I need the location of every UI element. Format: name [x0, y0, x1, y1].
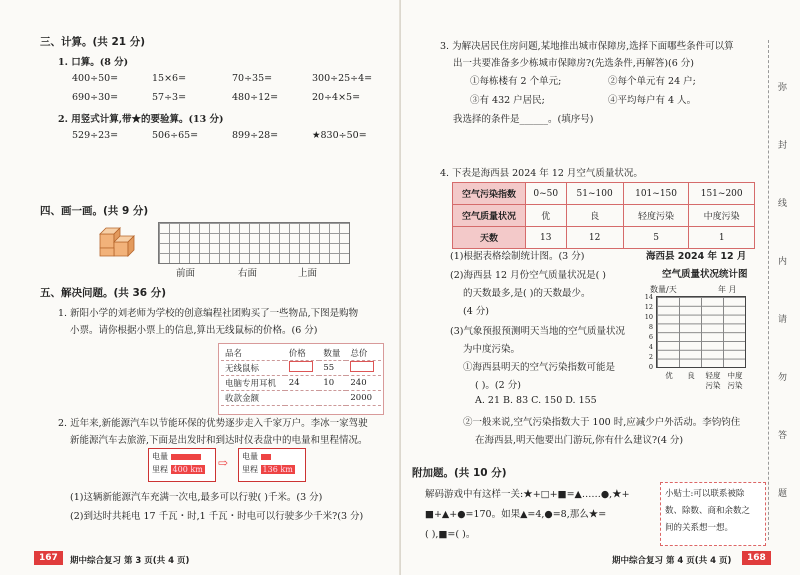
chart-xtick-label: 良: [687, 371, 695, 380]
chart-ytick-label: 12: [644, 303, 653, 311]
problem-4-q3d1: ②一般来说,空气污染指数大于 100 时,应减少户外活动。李钧钧住: [463, 417, 741, 428]
tip-line: 间的关系想一想。: [665, 523, 734, 533]
chart-xtick-label: 优: [665, 371, 673, 380]
page-gutter: [399, 0, 401, 575]
tip-line: 数、除数、商和余数之: [665, 506, 751, 516]
problem-4-q2b: 的天数最多,是( )的天数最少。: [463, 288, 591, 299]
receipt-row: [221, 361, 381, 376]
tip-line: 小贴士:可以联系被除: [665, 489, 745, 499]
drawing-grid[interactable]: [158, 222, 350, 264]
oral-item: 300÷25÷4=: [312, 73, 373, 84]
power-label: 电量: [242, 452, 258, 461]
chart-ytick-label: 2: [648, 353, 653, 361]
range-label: 里程: [242, 465, 258, 474]
seal-char: 请: [778, 315, 788, 325]
view-label-top: 上面: [298, 268, 318, 279]
bonus-title: 附加题。(共 10 分): [412, 467, 507, 479]
problem-1-line2: 小票。请你根据小票上的信息,算出无线鼠标的价格。(6 分): [70, 325, 318, 336]
problem-4-q3a: (3)气象预报预测明天当地的空气质量状况: [450, 326, 625, 337]
chart-xtick-label: 轻度污染: [705, 371, 721, 390]
receipt-row: [221, 376, 381, 391]
vertical-item: 899÷28=: [232, 130, 279, 141]
receipt-col-qty: 数量: [319, 346, 346, 361]
aq-cell: 1: [689, 227, 755, 249]
condition-1[interactable]: ①每栋楼有 2 个单元;: [470, 76, 562, 87]
arrow-icon: ⇨: [218, 456, 229, 470]
vertical-item: 529÷23=: [72, 130, 119, 141]
problem-4-q3b: 为中度污染。: [463, 344, 521, 355]
oral-item: 690÷30=: [72, 92, 119, 103]
problem-2-line1: 2. 近年来,新能源汽车以节能环保的优势逐步走入千家万户。李冰一家驾驶: [58, 418, 368, 429]
section-5-title: 五、解决问题。(共 36 分): [40, 287, 167, 299]
chart-ytick-label: 10: [644, 313, 653, 321]
oral-calc-grid: [72, 73, 392, 111]
aq-cell: 13: [526, 227, 567, 249]
aq-cell: 12: [566, 227, 623, 249]
chart-ylabel: 数量/天: [650, 285, 677, 294]
chart-ytick-label: 6: [648, 333, 653, 341]
section-3-title: 三、计算。(共 21 分): [40, 36, 146, 48]
seal-line: [768, 40, 769, 540]
chart-ytick-label: 8: [648, 323, 653, 331]
receipt-col-total: 总价: [346, 346, 381, 361]
aq-cell: 轻度污染: [623, 205, 689, 227]
aq-row: [453, 227, 755, 249]
chart-yaxis: [643, 293, 653, 371]
bonus-line3: ( ),■=( )。: [425, 529, 476, 540]
receipt-cell: 55: [319, 361, 346, 376]
footer-right: 期中综合复习 第 4 页(共 4 页): [612, 556, 732, 566]
receipt-row: [221, 391, 381, 406]
condition-3[interactable]: ③有 432 户居民;: [470, 95, 545, 106]
aq-header: 空气质量状况: [453, 205, 526, 227]
chart-ytick-label: 0: [648, 363, 653, 371]
problem-4-intro: 4. 下表是海西县 2024 年 12 月空气质量状况。: [440, 168, 643, 179]
chart-title-line1: 海西县 2024 年 12 月: [646, 251, 747, 262]
receipt-cell: [319, 391, 346, 406]
problem-2-q1: (1)这辆新能源汽车充满一次电,最多可以行驶( )千米。(3 分): [70, 492, 323, 503]
chart-ytick-label: 14: [644, 293, 653, 301]
problem-3-line2: 出一共要准备多少栋城市保障房?(先选条件,再解答)(6 分): [453, 58, 695, 69]
seal-char: 答: [778, 431, 788, 441]
oral-item: 400÷50=: [72, 73, 119, 84]
aq-cell: 优: [526, 205, 567, 227]
chart-plot-area[interactable]: [656, 296, 746, 368]
receipt-cell: 240: [346, 376, 381, 391]
receipt-cell: 2000: [346, 391, 381, 406]
aq-cell: 良: [566, 205, 623, 227]
view-label-right: 右面: [238, 268, 258, 279]
oral-item: 480÷12=: [232, 92, 279, 103]
battery-full-bar: [171, 454, 201, 460]
receipt-col-price: 价格: [285, 346, 320, 361]
oral-item: 70÷35=: [232, 73, 273, 84]
chart-title-line2: 空气质量状况统计图: [662, 269, 748, 280]
view-label-front: 前面: [176, 268, 196, 279]
problem-4-q1: (1)根据表格绘制统计图。(3 分): [450, 251, 585, 262]
receipt-cell: [285, 391, 320, 406]
aq-row: [453, 205, 755, 227]
seal-char: 封: [778, 141, 788, 151]
aq-cell: 51~100: [566, 183, 623, 205]
oral-item: 57÷3=: [152, 92, 187, 103]
aq-header: 天数: [453, 227, 526, 249]
seal-char: 线: [778, 199, 788, 209]
dashboard-start: [148, 448, 216, 482]
receipt-cell: 电脑专用耳机: [221, 376, 285, 391]
aq-cell: 中度污染: [689, 205, 755, 227]
start-km: 400 km: [172, 465, 203, 474]
aq-cell: 101~150: [623, 183, 689, 205]
receipt-blank-total[interactable]: [346, 361, 381, 376]
vertical-item: 506÷65=: [152, 130, 199, 141]
aq-cell: 151~200: [689, 183, 755, 205]
vertical-calc-row: [72, 130, 392, 141]
receipt-cell: 无线鼠标: [221, 361, 285, 376]
aq-row: [453, 183, 755, 205]
chart-unit: 年 月: [718, 285, 737, 294]
aq-cell: 5: [623, 227, 689, 249]
page-number-right: 168: [742, 551, 771, 565]
seal-char: 勿: [778, 373, 788, 383]
problem-2-line2: 新能源汽车去旅游,下面是出发时和到达时仪表盘中的电量和里程情况。: [70, 435, 368, 446]
footer-left: 期中综合复习 第 3 页(共 4 页): [70, 556, 190, 566]
problem-1-line1: 1. 新阳小学的刘老师为学校的创意编程社团购买了一些物品,下图是购物: [58, 308, 359, 319]
power-label: 电量: [152, 452, 168, 461]
bonus-line1: 解码游戏中有这样一关:★+□+■=▲……●,★+: [425, 489, 630, 500]
chart-xtick-label: 中度污染: [727, 371, 743, 390]
chart-ytick-label: 4: [648, 343, 653, 351]
receipt: [218, 343, 384, 415]
battery-low-bar: [261, 454, 271, 460]
air-quality-table: [452, 182, 755, 249]
problem-4-q3c1: ①海西县明天的空气污染指数可能是: [463, 362, 616, 373]
bonus-line2: ■+▲+●=170。如果▲=4,●=8,那么★=: [425, 509, 607, 520]
receipt-header: [221, 346, 381, 361]
problem-3-line1: 3. 为解决居民住房问题,某地推出城市保障房,选择下面哪些条件可以算: [440, 41, 734, 52]
choose-line: 我选择的条件是______。(填序号): [453, 114, 594, 125]
seal-char: 内: [778, 257, 788, 267]
cube-figure: [98, 222, 148, 258]
problem-4-q2a: (2)海西县 12 月份空气质量状况是( ): [450, 270, 607, 281]
receipt-cell: 24: [285, 376, 320, 391]
vertical-item: ★830÷50=: [312, 130, 367, 141]
seal-char: 弥: [778, 83, 788, 93]
dashboard-end: [238, 448, 306, 482]
receipt-blank-price[interactable]: [285, 361, 320, 376]
condition-4[interactable]: ④平均每户有 4 人。: [608, 95, 697, 106]
aq-header: 空气污染指数: [453, 183, 526, 205]
receipt-cell: 收款金额: [221, 391, 285, 406]
oral-item: 15×6=: [152, 73, 187, 84]
tip-box: [660, 482, 766, 546]
receipt-col-name: 品名: [221, 346, 285, 361]
section-4-title: 四、画一画。(共 9 分): [40, 205, 149, 217]
seal-char: 题: [778, 489, 788, 499]
chart-xaxis: [656, 371, 746, 395]
range-label: 里程: [152, 465, 168, 474]
oral-item: 20÷4×5=: [312, 92, 361, 103]
q2-label: 2. 用竖式计算,带★的要验算。(13 分): [58, 114, 224, 125]
page-number-left: 167: [34, 551, 63, 565]
problem-2-q2: (2)到达时共耗电 17 千瓦・时,1 千瓦・时电可以行驶多少千米?(3 分): [70, 511, 364, 522]
q1-label: 1. 口算。(8 分): [58, 57, 129, 68]
problem-4-q2c: (4 分): [463, 306, 489, 317]
problem-4-options: A. 21 B. 83 C. 150 D. 155: [475, 395, 597, 406]
end-km: 136 km: [262, 465, 293, 474]
problem-4-q3c2: ( )。(2 分): [475, 380, 521, 391]
problem-4-q3d2: 在海西县,明天他要出门游玩,你有什么建议?(4 分): [475, 435, 684, 446]
condition-2[interactable]: ②每个单元有 24 户;: [608, 76, 696, 87]
receipt-cell: 10: [319, 376, 346, 391]
aq-cell: 0~50: [526, 183, 567, 205]
